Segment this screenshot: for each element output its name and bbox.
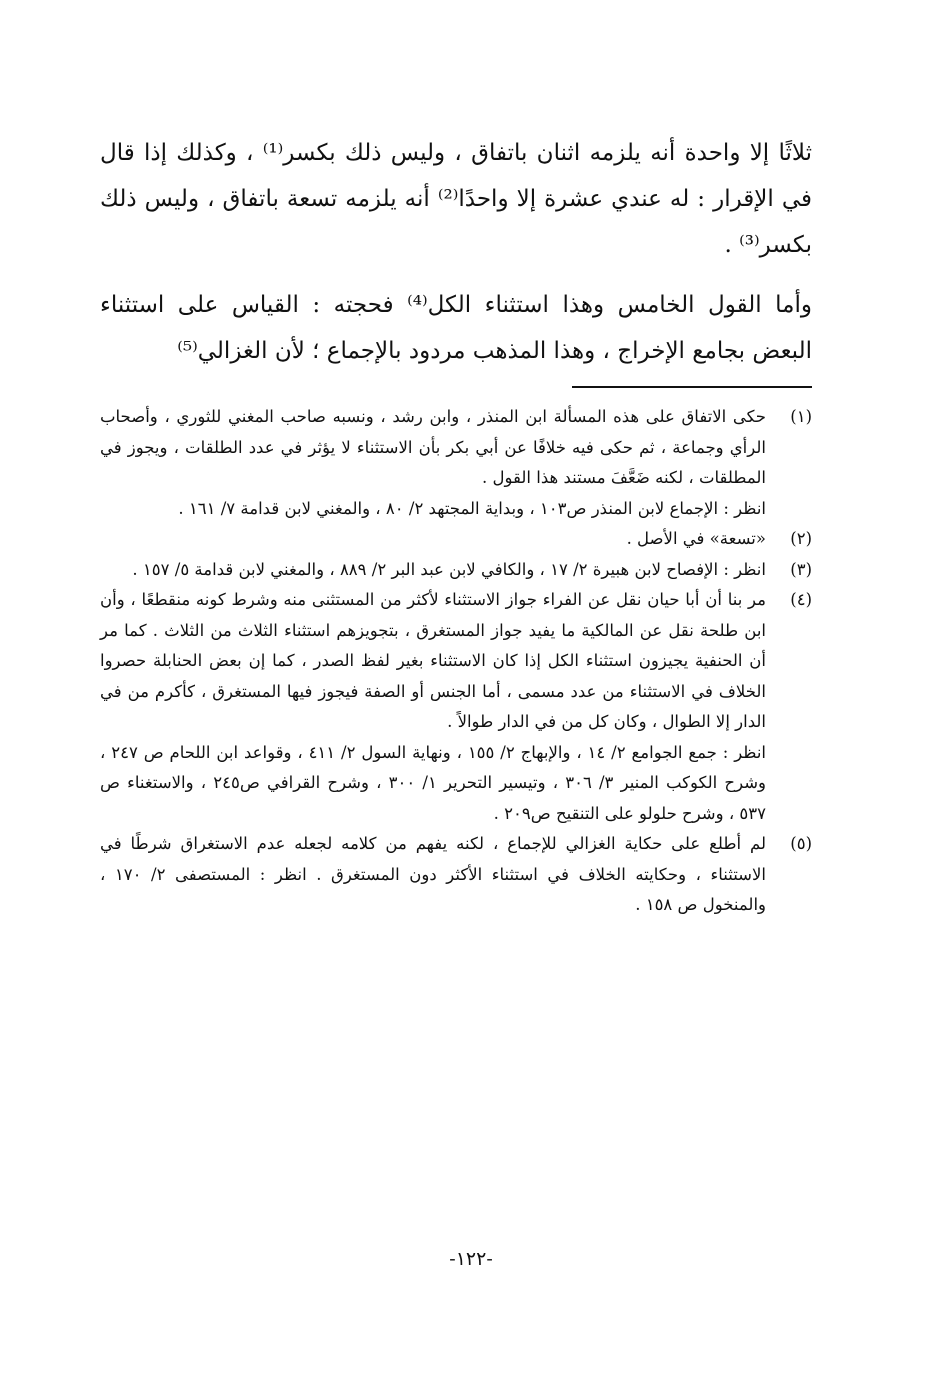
footnote-number: (٢) xyxy=(790,529,812,548)
main-text xyxy=(100,130,812,374)
footnote-number: (٥) xyxy=(790,834,812,853)
main-paragraph-1: ثلاثًا إلا واحدة أنه يلزمه اثنان باتفاق ، وليس ذلك بكسر⁽¹⁾ ، وكذلك إذا قال في الإقرار : له عندي عشرة إلا واحدًا⁽²⁾ أنه يلزمه تسعة باتفاق ، وليس ذلك بكسر⁽³⁾ . xyxy=(100,140,812,258)
footnote-body xyxy=(100,402,766,524)
footnote-reference: انظر : الإجماع لابن المنذر ص١٠٣ ، وبداية المجتهد ٢/ ٨٠ ، والمغني لابن قدامة ٧/ ١٦١ . xyxy=(178,498,766,518)
footnote-text: حكى الاتفاق على هذه المسألة ابن المنذر ، وابن رشد ، ونسبه صاحب المغني للثوري ، وأصحاب الرأي وجماعة ، ثم حكى فيه خلافًا عن أبي بكر بأن الاستثناء لا يؤثر في عدد الطلقات ، ويجوز في المطلقات ، لكنه ضَعَّفَ مستند هذا القول . xyxy=(100,407,766,487)
footnote-2 xyxy=(100,524,812,555)
footnotes xyxy=(100,402,812,921)
page-body xyxy=(100,130,812,921)
page-number: -١٢٢- xyxy=(449,1248,493,1270)
footnote-separator xyxy=(572,386,812,388)
footnote-3 xyxy=(100,555,812,586)
footnote-text: مر بنا أن أبا حيان نقل عن الفراء جواز الاستثناء لأكثر من المستثنى منه وشرط كونه منقطعًا ، وأن ابن طلحة نقل عن المالكية ما يفيد جواز المستغرق ، بتجويزهم استثناء الثلاث من الثلاث . كما مر أن الحنفية يجيزون استثناء الكل إذا كان الاستثناء بغير لفظ الصدر ، كما إن بعض الحنابلة حصروا الخلاف في الاستثناء من عدد مسمى ، أما الجنس أو الصفة فيجوز فيها المستغرق ، كأكرم من في الدار إلا الطوال ، وكان كل من في الدار طوالاً . xyxy=(100,590,766,731)
footnote-body xyxy=(100,829,766,921)
footnote-text: «تسعة» في الأصل . xyxy=(626,529,766,548)
footnote-4 xyxy=(100,585,812,829)
footnote-text: انظر : الإفصاح لابن هبيرة ٢/ ١٧ ، والكافي لابن عبد البر ٢/ ٨٨٩ ، والمغني لابن قدامة ٥/ ١٥٧ . xyxy=(132,559,766,579)
footnote-body xyxy=(100,524,766,555)
footnote-number: (١) xyxy=(790,407,812,426)
footnote-5 xyxy=(100,829,812,921)
footnote-reference: انظر : جمع الجوامع ٢/ ١٤ ، والإبهاج ٢/ ١٥٥ ، ونهاية السول ٢/ ٤١١ ، وقواعد ابن اللحام ص ٢٤٧ ، وشرح الكوكب المنير ٣/ ٣٠٦ ، وتيسير التحرير ١/ ٣٠٠ ، وشرح القرافي ص٢٤٥ ، والاستغناء ص ٥٣٧ ، وشرح حلولو على التنقيح ص٢٠٩ . xyxy=(100,742,767,823)
footnote-body xyxy=(100,555,766,586)
footnote-text: لم أطلع على حكاية الغزالي للإجماع ، لكنه يفهم من كلامه لجعله عدم الاستغراق شرطًا في الاستثناء ، وحكايته الخلاف في استثناء الأكثر دون المستغرق . انظر : المستصفى ٢/ ١٧٠ ، والمنخول ص ١٥٨ . xyxy=(100,834,767,914)
footnote-body xyxy=(100,585,766,829)
footnote-1 xyxy=(100,402,812,524)
footnote-number: (٤) xyxy=(790,590,812,609)
footnote-number: (٣) xyxy=(790,559,812,579)
main-paragraph-2: وأما القول الخامس وهذا استثناء الكل⁽⁴⁾ فحجته : القياس على استثناء البعض بجامع الإخراج ، وهذا المذهب مردود بالإجماع ؛ لأن الغزالي⁽⁵⁾ xyxy=(100,292,812,364)
